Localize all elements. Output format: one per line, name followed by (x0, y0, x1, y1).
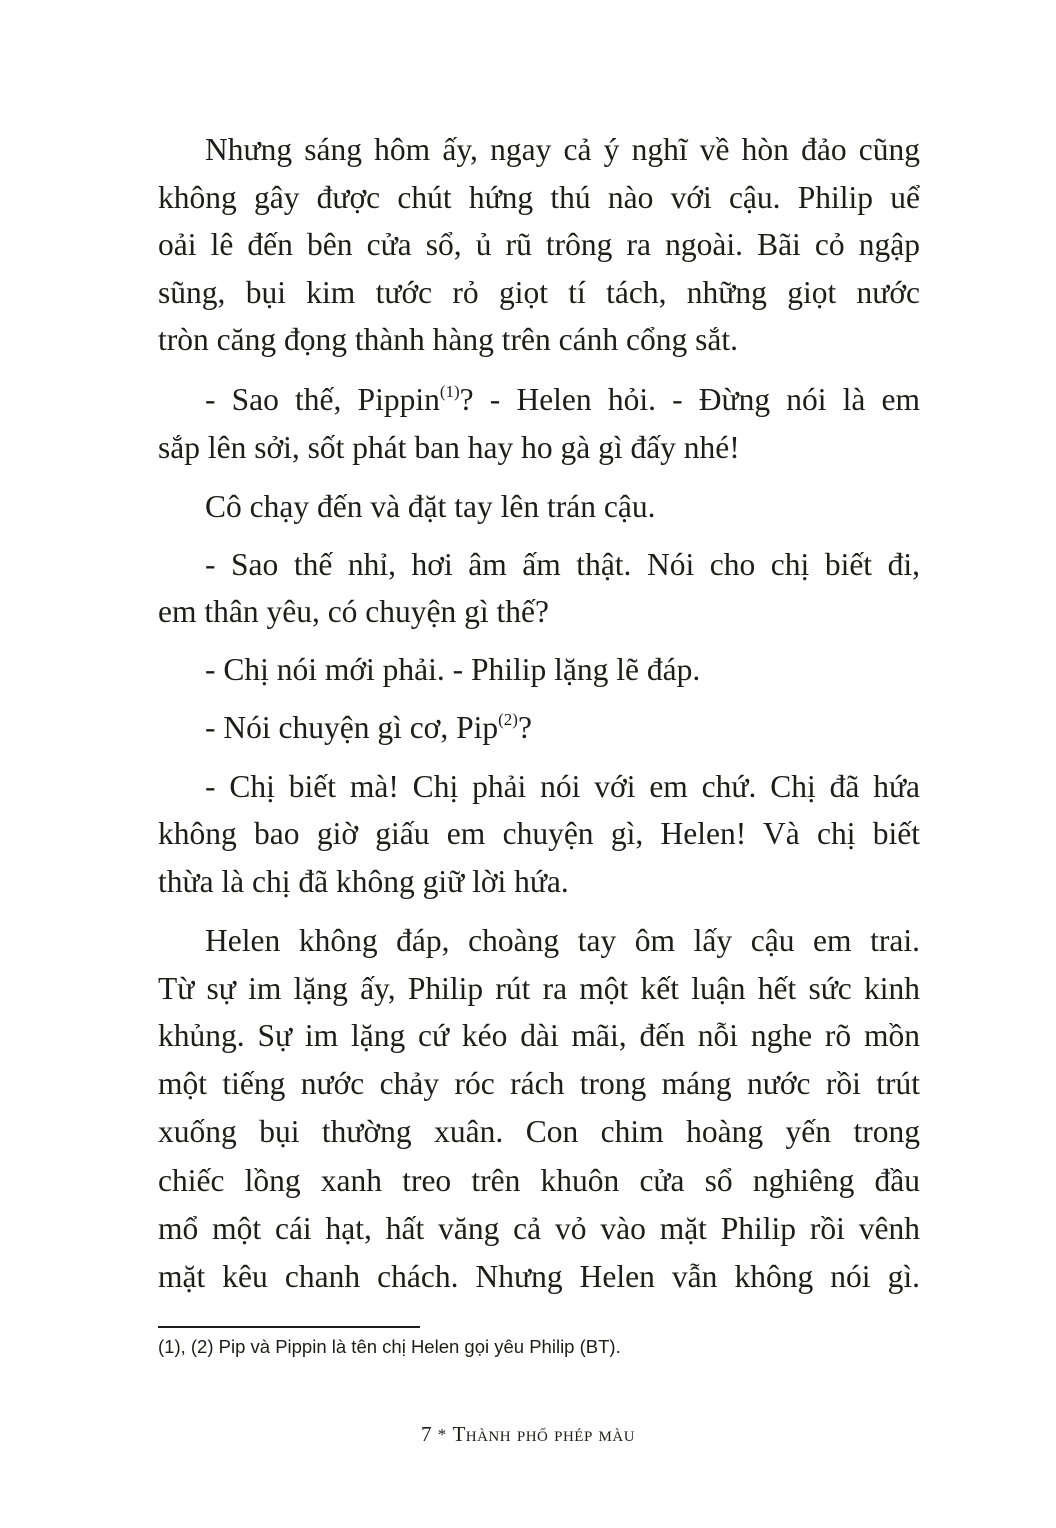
line-text: ? (517, 710, 532, 745)
text-line: không gây được chút hứng thú nào với cậu. Philip uể (158, 180, 920, 215)
page-footer (0, 1420, 1056, 1450)
text-line (205, 708, 920, 748)
separator-asterisk: * (437, 1425, 447, 1444)
book-title: Thành phố phép màu (452, 1422, 636, 1446)
text-line: khủng. Sự im lặng cứ kéo dài mãi, đến nỗi nghe rõ mồn (158, 1018, 920, 1053)
page-number: 7 (420, 1422, 432, 1446)
text-line: oải lê đến bên cửa sổ, ủ rũ trông ra ngoài. Bãi cỏ ngập (158, 227, 920, 262)
text-line: một tiếng nước chảy róc rách trong máng nước rồi trút (158, 1066, 920, 1101)
text-line: sũng, bụi kim tước rỏ giọt tí tách, những giọt nước (158, 275, 920, 310)
text-line: mổ một cái hạt, hất văng cả vỏ vào mặt Philip rồi vênh (158, 1211, 920, 1246)
footnote: (1), (2) Pip và Pippin là tên chị Helen gọi yêu Philip (BT). (158, 1336, 621, 1357)
text-line: sắp lên sởi, sốt phát ban hay ho gà gì đấy nhé! (158, 430, 740, 465)
text-line: chiếc lồng xanh treo trên khuôn cửa sổ nghiêng đầu (158, 1163, 920, 1198)
text-line: Từ sự im lặng ấy, Philip rút ra một kết luận hết sức kinh (158, 971, 920, 1006)
footnote-divider (158, 1326, 420, 1328)
text-line (205, 380, 920, 420)
text-line: Helen không đáp, choàng tay ôm lấy cậu em trai. (205, 923, 920, 958)
line-text: - Nói chuyện gì cơ, Pip (205, 710, 499, 745)
text-line: - Chị biết mà! Chị phải nói với em chứ. Chị đã hứa (205, 769, 920, 804)
footnote-ref-2: (2) (498, 710, 518, 729)
line-text: - Sao thế, Pippin (205, 382, 440, 417)
text-line: Cô chạy đến và đặt tay lên trán cậu. (205, 489, 656, 524)
text-line: xuống bụi thường xuân. Con chim hoàng yến trong (158, 1114, 920, 1149)
text-line: em thân yêu, có chuyện gì thế? (158, 594, 549, 629)
text-line: không bao giờ giấu em chuyện gì, Helen! Và chị biết (158, 816, 920, 851)
text-line: - Chị nói mới phải. - Philip lặng lẽ đáp. (205, 652, 701, 687)
text-line: thừa là chị đã không giữ lời hứa. (158, 864, 569, 899)
line-text: ? - Helen hỏi. - Đừng nói là em (459, 382, 920, 417)
footnote-ref-1: (1) (439, 382, 460, 401)
text-line: tròn căng đọng thành hàng trên cánh cổng sắt. (158, 322, 738, 357)
text-line: Nhưng sáng hôm ấy, ngay cả ý nghĩ về hòn đảo cũng (205, 132, 920, 167)
text-line: - Sao thế nhỉ, hơi âm ấm thật. Nói cho chị biết đi, (205, 547, 920, 582)
text-line: mặt kêu chanh chách. Nhưng Helen vẫn không nói gì. (158, 1259, 920, 1294)
